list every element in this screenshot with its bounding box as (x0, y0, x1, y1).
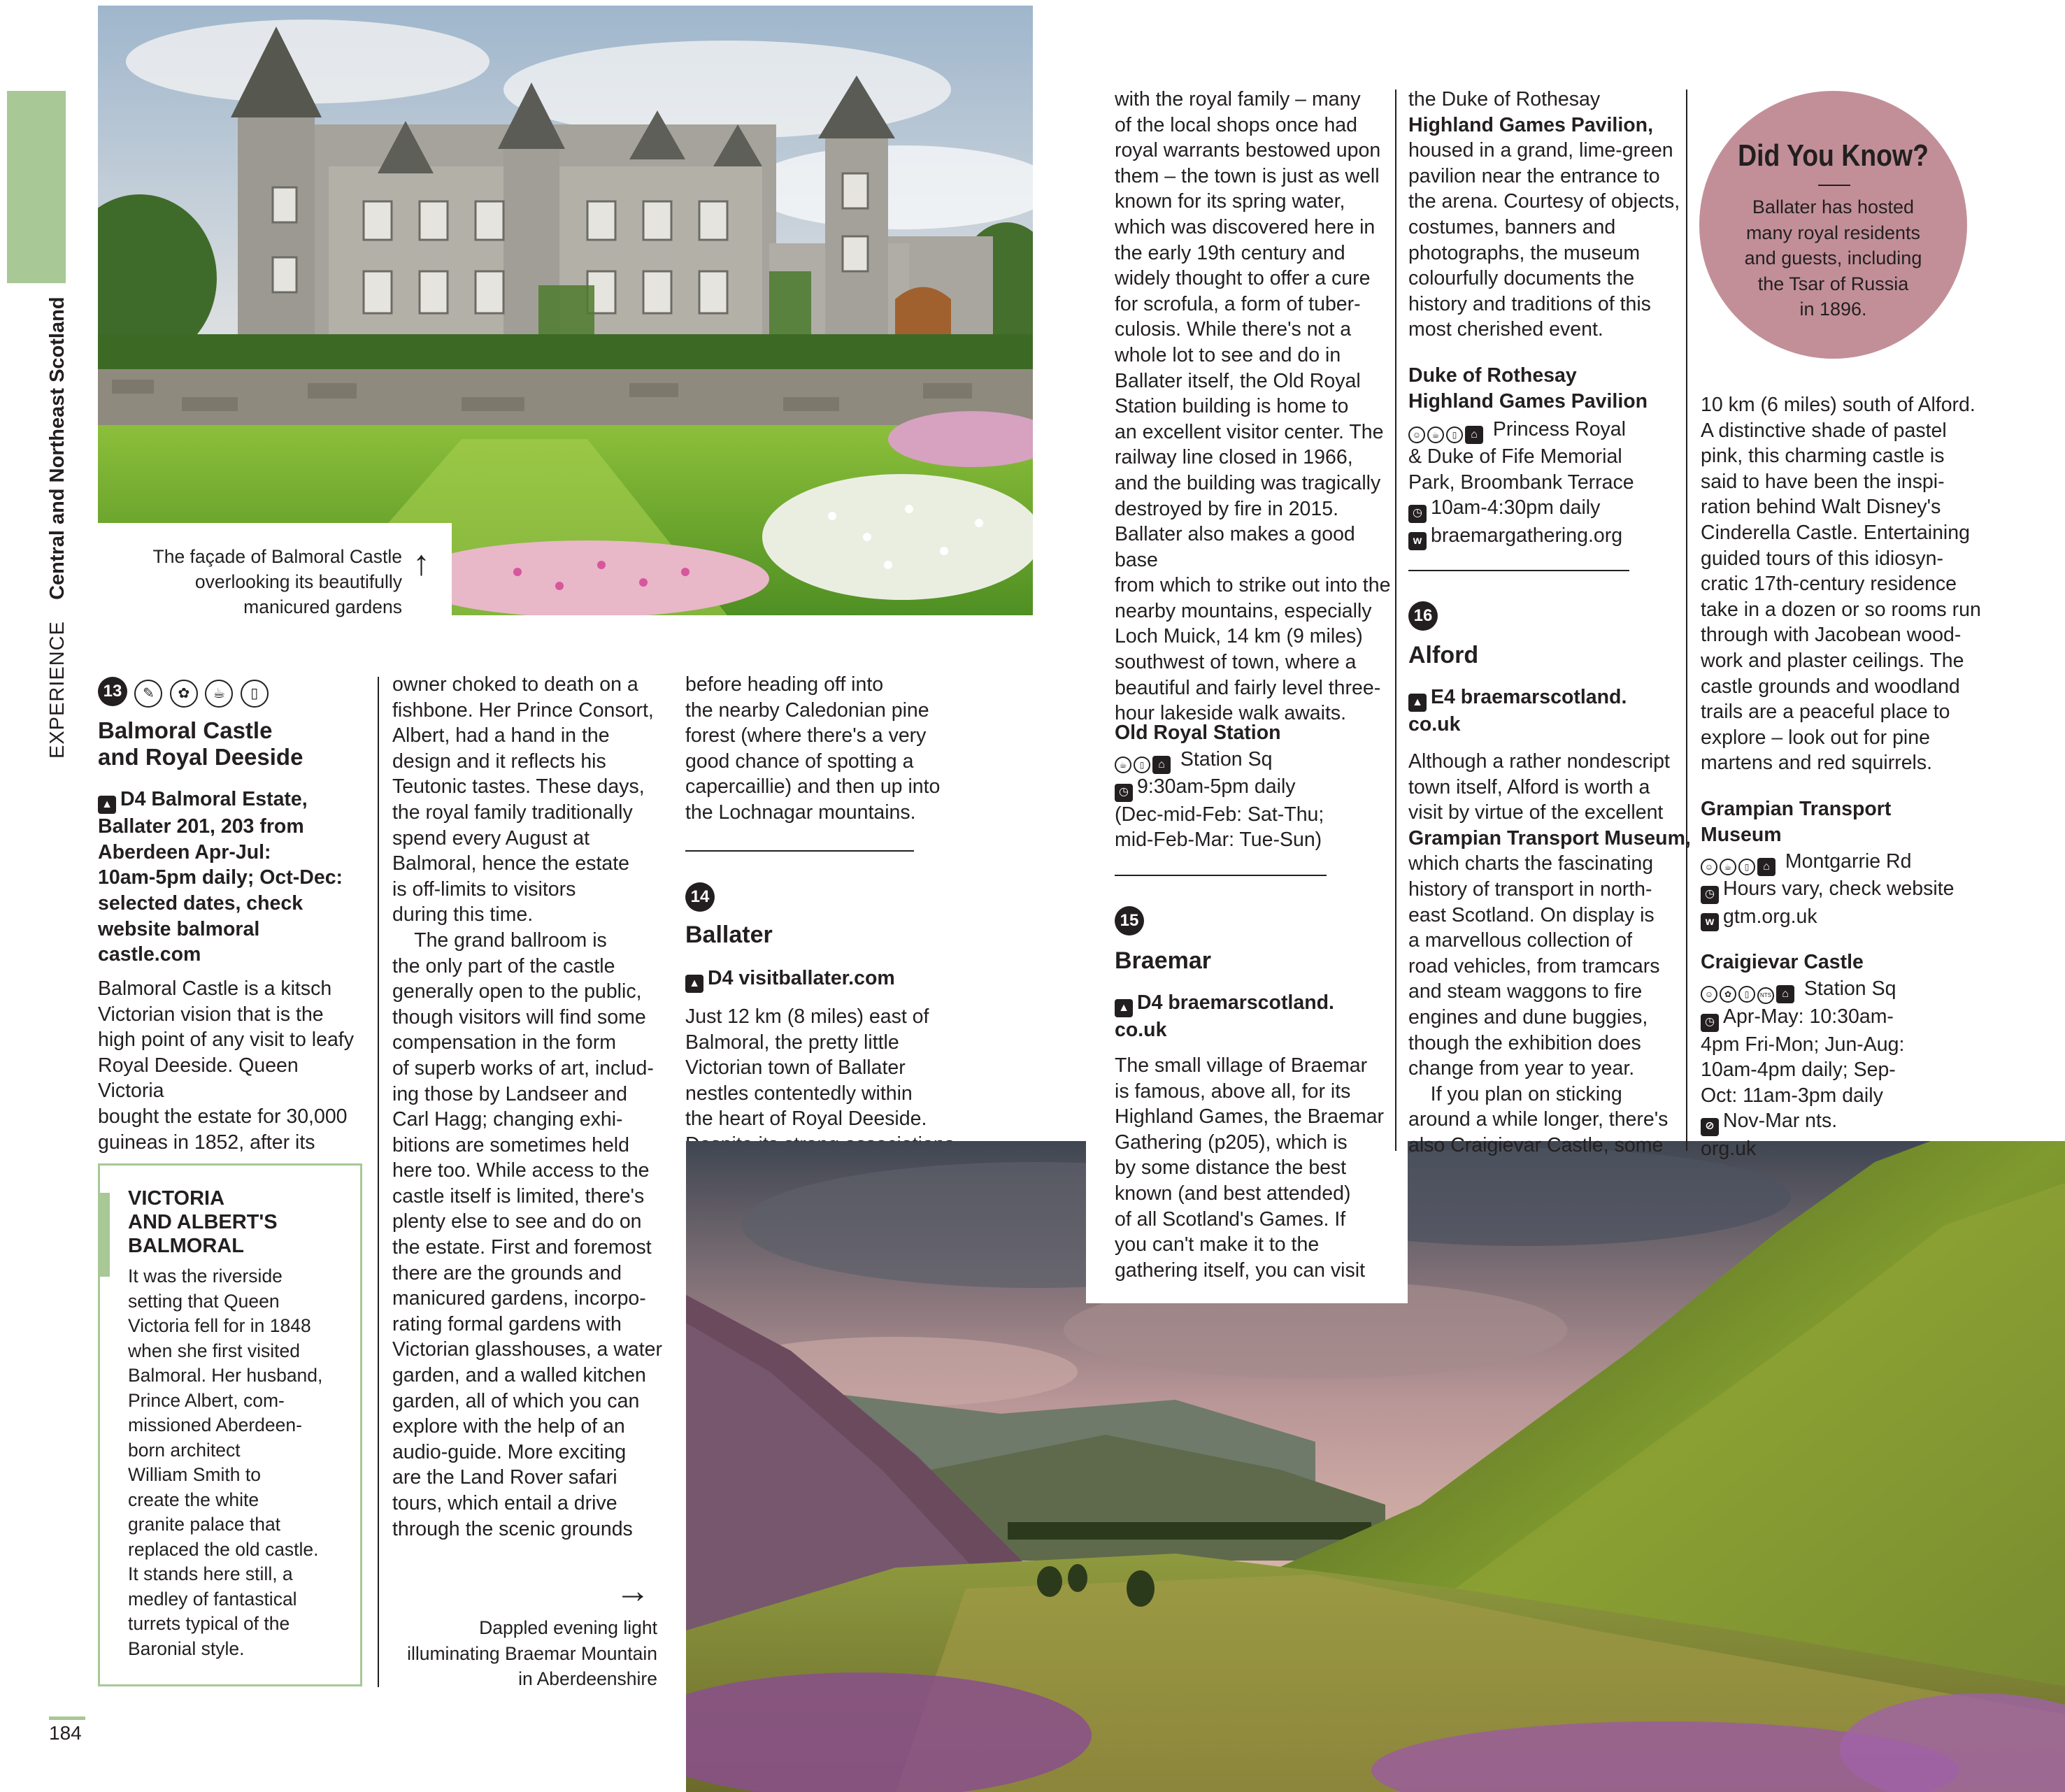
info-line: ☺ ☕ ▯ ⌂ Princess Royal (1408, 417, 1688, 444)
old-royal-station-info (1115, 747, 1394, 853)
col6-text: 10 km (6 miles) south of Alford. A distinctive shade of pastel pink, this charming castle is said to have been the inspi- ration behind Walt Disney's Cinderella Castle. Entertaining guided tours of this idiosyn- cratic 17th-century residence take in a dozen or so rooms run through with Jacobean wood- work and plaster ceilings. The castle grounds and woodland trails are a peaceful place to explore – look out for pine martens and red squirrels. (1701, 394, 1981, 775)
info-line: ▲ D4 Balmoral Estate, (98, 787, 364, 814)
map-ref-icon: ▲ (1115, 999, 1133, 1017)
info-line: 10am-4pm daily; Sep- (1701, 1059, 1896, 1082)
side-tab-region: Central and Northeast Scotland (46, 296, 69, 600)
entry-braemar-title: Braemar (1115, 947, 1211, 974)
website-icon: w (1701, 913, 1719, 931)
page-number: 184 (49, 1722, 82, 1744)
info-line: ☺ ☕ ▯ ⌂ Montgarrie Rd (1701, 849, 2050, 876)
info-line: mid-Feb-Mar: Tue-Sun) (1115, 829, 1322, 852)
info-line: Oct: 11am-3pm daily (1701, 1084, 1883, 1107)
grampian-museum-info (1701, 849, 2050, 931)
info-line: Aberdeen Apr-Jul: (98, 840, 271, 863)
entry-balmoral-title: Balmoral Castle and Royal Deeside (98, 717, 303, 770)
photo-balmoral-caption: The façade of Balmoral Castle overlooking its beautifully manicured gardens (152, 546, 402, 617)
photo-braemar-caption: Dappled evening light illuminating Braemar Mountain in Aberdeenshire (407, 1617, 657, 1689)
address-icon: ⌂ (1776, 985, 1794, 1003)
arrow-up-icon: ↑ (413, 543, 430, 582)
column-divider (378, 677, 379, 1687)
arrow-right-icon: → (615, 1571, 650, 1610)
entry-alford-text: Although a rather nondescript town itself, Alford is worth a visit by virtue of the excellent Grampian Transport Museum, which charts the fascinating history of transport in north- east Scotland. On display is a marvellous collection of road vehicles, from tramcars and steam waggons to fire engines and dune buggies, though the exhibition does change from year to year. If you plan on sticking around a while longer, there's also Craigievar Castle, some (1408, 750, 1691, 1156)
website-icon: w (1408, 532, 1427, 550)
info-line: castle.com (98, 943, 201, 966)
shop-icon: ▯ (241, 680, 269, 708)
info-line: ☕ ▯ ⌂ Station Sq (1115, 747, 1394, 774)
info-line: Ballater 201, 203 from (98, 815, 304, 838)
map-ref-icon: ▲ (1408, 694, 1427, 712)
page-number-rule (49, 1716, 85, 1720)
info-line: website balmoral (98, 917, 260, 940)
cafe-icon: ☕ (1427, 427, 1444, 443)
info-line: ◷ Hours vary, check website (1701, 876, 2050, 903)
entry-ballater-number: 14 (685, 882, 715, 912)
info-line: w braemargathering.org (1408, 523, 1688, 550)
divider-rule (685, 850, 914, 852)
info-line: ⊘ Nov-Mar nts. (1701, 1108, 2050, 1135)
info-line: Park, Broombank Terrace (1408, 471, 1634, 494)
clock-icon: ◷ (1408, 505, 1427, 523)
entry-braemar-number: 15 (1115, 906, 1144, 936)
side-tab-section: EXPERIENCE (46, 621, 69, 759)
entry-balmoral-text-col3: before heading off into the nearby Caledonian pine forest (where there's a very good chance of spotting a capercaillie) and then up into the Lochnagar mountains. (685, 673, 941, 824)
grampian-museum-title: Grampian Transport Museum (1701, 798, 1892, 846)
entry-balmoral-text-col1: Balmoral Castle is a kitsch Victorian vision that is the high point of any visit to leafy Royal Deeside. Queen Victoria bought the estate for 30,000 guineas in 1852, after its (98, 977, 354, 1154)
address-icon: ⌂ (1757, 858, 1775, 876)
entry-number-badge: 13 (98, 677, 127, 706)
entry-ballater-title: Ballater (685, 922, 773, 948)
map-ref-icon: ▲ (685, 975, 703, 993)
info-line: ☺ ✿ ▯ NTS ⌂ Station Sq (1701, 976, 2050, 1004)
divider-rule (1408, 570, 1629, 571)
duke-pavilion-title: Duke of Rothesay Highland Games Pavilion (1408, 364, 1648, 413)
sidebar-box-title: VICTORIA AND ALBERT'S BALMORAL (128, 1187, 278, 1257)
entry-balmoral-text-col2: owner choked to death on a fishbone. Her Prince Consort, Albert, had a hand in the design and it reflects his Teutonic tastes. These days, the royal family traditionally spend every August at Balmoral, hence the estate is off-limits to visitors during this time. The grand ballroom is the only part of the castle generally open to the public, though visitors will find some compensation in the form of superb works of art, includ- ing those by Landseer and Carl Hagg; changing exhi- bitions are sometimes held here too. While access to the castle itself is limited, there's plenty else to see and do on the estate. First and foremost there are the grounds and manicured gardens, incorpo- rating formal gardens with Victorian glasshouses, a water garden, and a walled kitchen garden, all of which you can explore with the help of an audio-guide. More exciting are the Land Rover safari tours, which entail a drive through the scenic grounds (392, 673, 663, 1540)
entry-ballater-text: Just 12 km (8 miles) east of Balmoral, the pretty little Victorian town of Ballater nestles contentedly within the heart of Royal Deeside. (685, 1005, 929, 1131)
shop-icon: ▯ (1738, 859, 1755, 875)
map-ref-icon: ▲ (98, 796, 116, 814)
did-you-know-text: Ballater has hosted many royal residents and guests, including the Tsar of Russia in 1896. (1744, 196, 1922, 320)
family-icon: ☺ (1408, 427, 1425, 443)
info-line: (Dec-mid-Feb: Sat-Thu; (1115, 803, 1324, 826)
entry-balmoral-header (98, 677, 273, 708)
info-line: ◷ 10am-4:30pm daily (1408, 495, 1688, 522)
family-icon: ✎ (134, 680, 162, 708)
divider-rule (1115, 875, 1327, 876)
clock-icon: ◷ (1701, 1014, 1719, 1032)
column-divider (1395, 89, 1396, 1151)
entry-alford-number: 16 (1408, 601, 1438, 631)
cafe-icon: ☕ (205, 680, 233, 708)
nts-icon: NTS (1757, 987, 1774, 1004)
side-tab-label (46, 296, 69, 759)
info-line: selected dates, check (98, 892, 303, 915)
info-line: w gtm.org.uk (1701, 904, 2050, 931)
info-line: ◷ Apr-May: 10:30am- (1701, 1004, 2050, 1031)
sidebar-box-accent (98, 1193, 110, 1277)
family-icon: ☺ (1701, 859, 1717, 875)
did-you-know-title: Did You Know? (1738, 138, 1929, 173)
info-line: ◷ 9:30am-5pm daily (1115, 774, 1394, 801)
sidebar-box-text: It was the riverside setting that Queen Victoria fell for in 1848 when she first visited Balmoral. Her husband, Prince Albert, com- missioned Aberdeen- born architect William Smith to create the white granite palace that replaced the old castle. It stands here still, a medley of fantastical turrets typical of the Baronial style. (128, 1266, 323, 1659)
address-icon: ⌂ (1152, 756, 1171, 774)
info-line: 10am-5pm daily; Oct-Dec: (98, 866, 343, 889)
entry-alford-title: Alford (1408, 642, 1479, 668)
col5-text: the Duke of Rothesay Highland Games Pavilion, housed in a grand, lime-green pavilion near the entrance to the arena. Courtesy of objects, costumes, banners and photographs, the museum colourfully documents the history and traditions of this most cherished event. (1408, 88, 1680, 341)
entry-ballater-text-col4: with the royal family – many of the local shops once had royal warrants bestowed upon them – the town is just as well known for its spring water, which was discovered here in the early 19th century and widely thought to offer a cure for scrofula, a form of tuber- culosis. While there's not a whole lot to see and do in Ballater itself, the Old Royal Station building is home to an excellent visitor center. The railway line closed in 1966, and the building was tragically destroyed by fire in 2015. Ballater also makes a good base from which to strike out into the nearby mountains, especially Loch Muick, 14 km (9 miles) southwest of town, where a beautiful and fairly level three- hour lakeside walk awaits. (1115, 88, 1391, 725)
info-line: 4pm Fri-Mon; Jun-Aug: (1701, 1033, 1905, 1056)
craigievar-title: Craigievar Castle (1701, 951, 1864, 973)
old-royal-station-title: Old Royal Station (1115, 722, 1281, 744)
cafe-icon: ☕ (1720, 859, 1736, 875)
did-you-know-rule (1818, 185, 1850, 186)
entry-balmoral-info (98, 787, 364, 968)
shop-icon: ▯ (1738, 986, 1755, 1003)
address-icon: ⌂ (1465, 426, 1483, 444)
clock-icon: ◷ (1701, 886, 1719, 904)
shop-icon: ▯ (1134, 757, 1150, 773)
clock-icon: ◷ (1115, 784, 1133, 802)
garden-icon: ✿ (1720, 986, 1736, 1003)
closed-icon: ⊘ (1701, 1118, 1719, 1136)
family-icon: ☺ (1701, 986, 1717, 1003)
craigievar-info (1701, 976, 2050, 1161)
cafe-icon: ☕ (1115, 757, 1131, 773)
entry-braemar-text: The small village of Braemar is famous, above all, for its Highland Games, the Braemar Gathering (p205), which is by some distance the best known (and best attended) of all Scotland's Games. If you can't make it to the gathering itself, you can visit (1115, 1054, 1384, 1282)
info-line: org.uk (1701, 1137, 1757, 1160)
entry-alford-info: ▲ E4 braemarscotland. co.uk (1408, 686, 1627, 736)
garden-icon: ✿ (170, 680, 198, 708)
entry-ballater-info: ▲ D4 visitballater.com (685, 966, 895, 993)
side-tab-bar (7, 91, 66, 283)
entry-braemar-info: ▲ D4 braemarscotland. co.uk (1115, 991, 1334, 1042)
duke-pavilion-info (1408, 417, 1688, 550)
shop-icon: ▯ (1446, 427, 1463, 443)
info-line: & Duke of Fife Memorial (1408, 445, 1622, 468)
